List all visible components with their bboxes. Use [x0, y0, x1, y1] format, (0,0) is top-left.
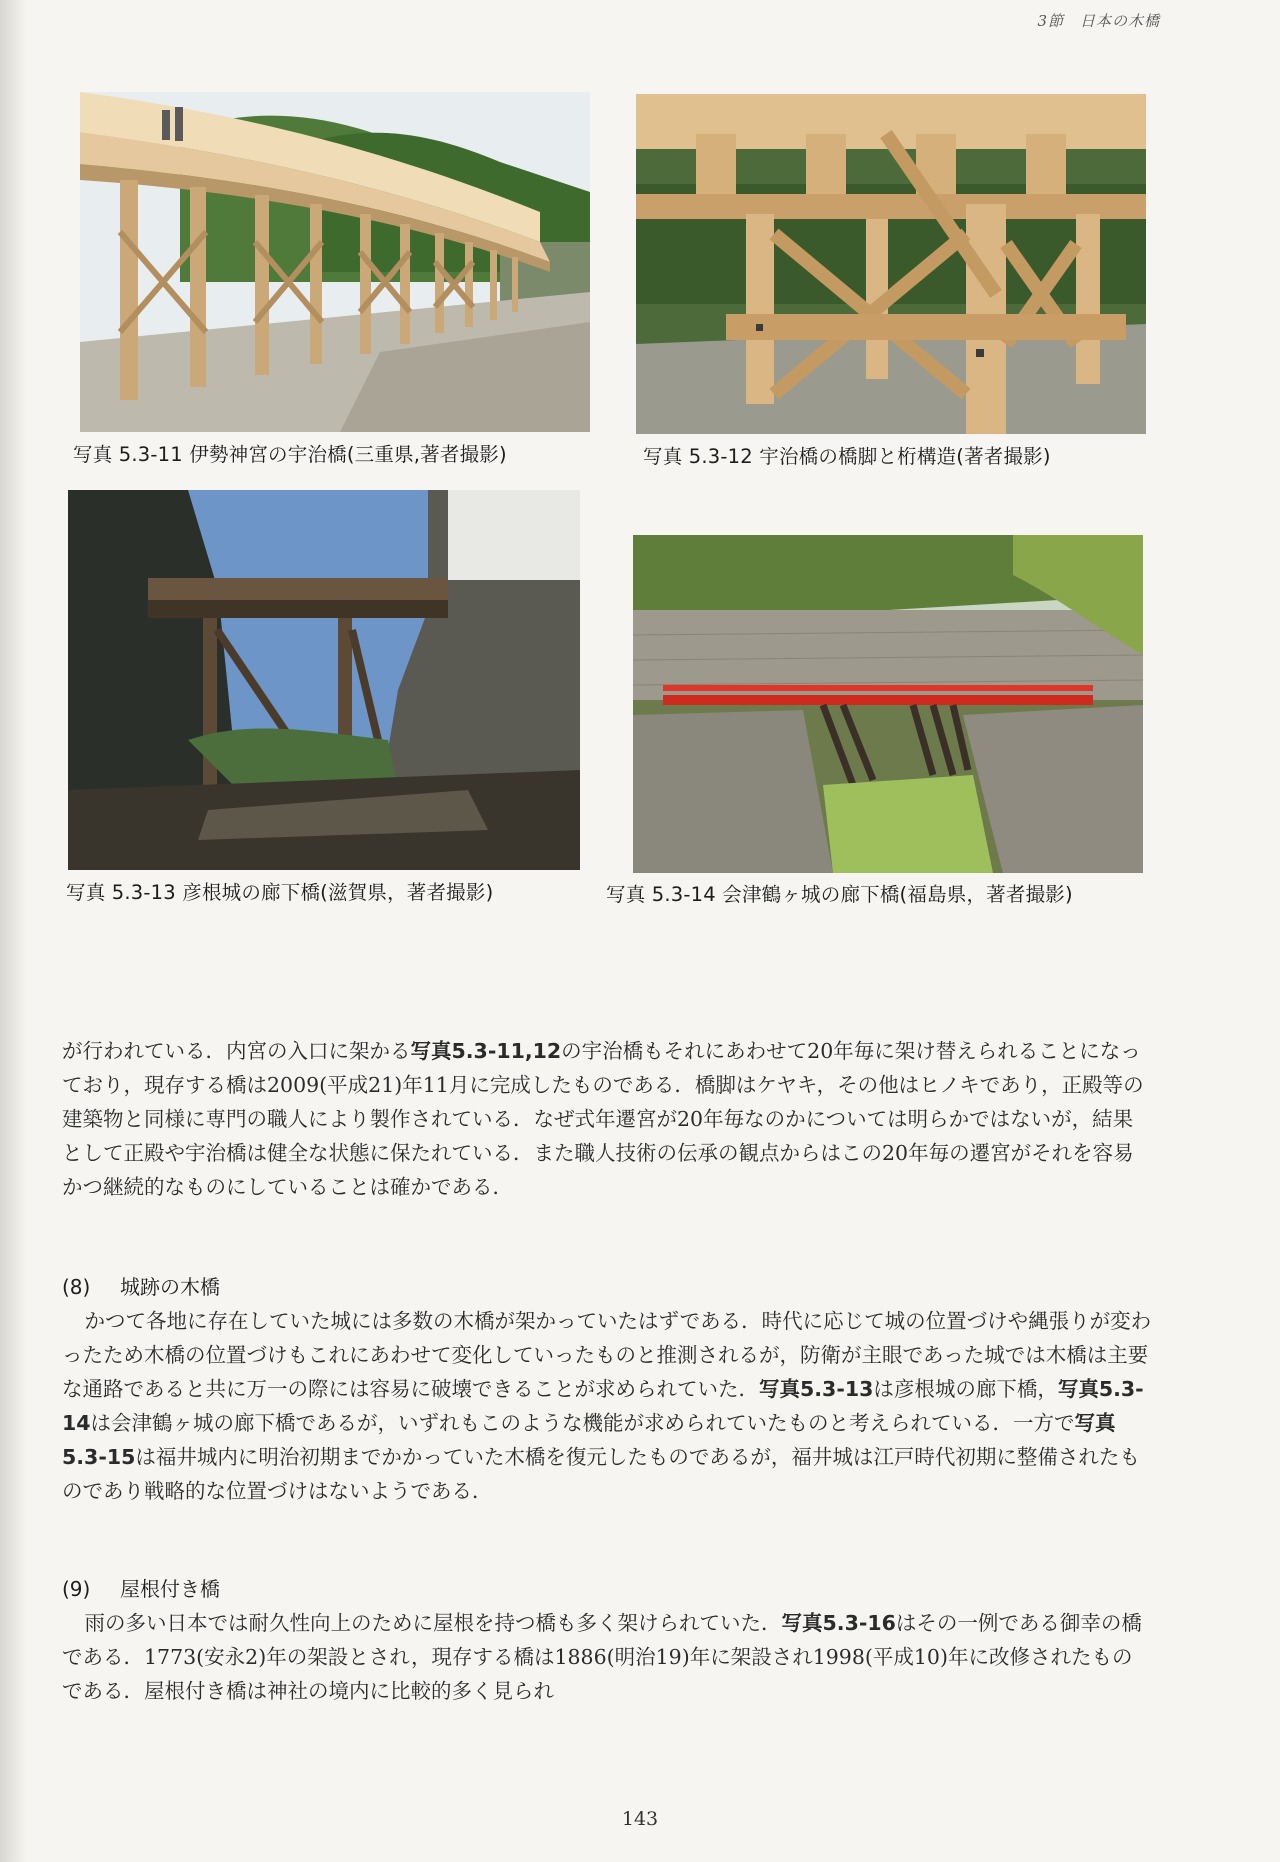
photo-reference: 写真5.3-15	[62, 1411, 1116, 1469]
text-run: が行われている．内宮の入口に架かる	[62, 1039, 411, 1063]
body-paragraph	[62, 1034, 1152, 1204]
section-number: (8)	[62, 1275, 91, 1299]
text-run: はその一例である御幸の橋である．1773(安永2)年の架設とされ，現存する橋は1886(明治19)年に架設され1998(平成10)年に改修されたものである．屋根付き橋は神社の境内に比較的多く見られ	[62, 1611, 1142, 1703]
text-run: は福井城内に明治初期までかかっていた木橋を復元したものであるが，福井城は江戸時代初期に整備されたものであり戦略的な位置づけはないようである．	[62, 1445, 1140, 1503]
section-title: 屋根付き橋	[120, 1577, 220, 1601]
photo-caption: 写真 5.3-12 宇治橋の橋脚と桁構造(著者撮影)	[643, 445, 1051, 468]
body-paragraph	[62, 1606, 1152, 1708]
photo-uji-bridge	[80, 92, 590, 432]
body-paragraph	[62, 1304, 1152, 1508]
binding-shadow	[0, 0, 26, 1862]
photo-caption: 写真 5.3-14 会津鶴ヶ城の廊下橋(福島県，著者撮影)	[606, 883, 1073, 906]
photo-aizu-bridge	[633, 535, 1143, 873]
photo-uji-bridge-structure	[636, 94, 1146, 434]
photo-hikone-bridge	[68, 490, 580, 870]
photo-caption: 写真 5.3-13 彦根城の廊下橋(滋賀県，著者撮影)	[66, 881, 494, 904]
running-header: 3節 日本の木橋	[1037, 12, 1160, 30]
photo-reference: 写真5.3-16	[781, 1611, 896, 1635]
text-run: は彦根城の廊下橋，	[873, 1377, 1058, 1401]
photo-caption: 写真 5.3-11 伊勢神宮の宇治橋(三重県,著者撮影)	[73, 443, 507, 466]
section-heading	[62, 1271, 220, 1300]
section-title: 城跡の木橋	[120, 1275, 220, 1299]
text-run: 雨の多い日本では耐久性向上のために屋根を持つ橋も多く架けられていた．	[84, 1611, 782, 1635]
text-run: かつて各地に存在していた城には多数の木橋が架かっていたはずである．時代に応じて城の位置づけや縄張りが変わったため木橋の位置づけもこれにあわせて変化していったものと推測されるが，防衛が主眼であった城では木橋は主要な通路であると共に万一の際には容易に破壊できることが求められていた．	[62, 1309, 1152, 1401]
section-heading	[62, 1573, 220, 1602]
photo-reference: 写真5.3-14	[62, 1377, 1144, 1435]
photo-reference: 写真5.3-13	[759, 1377, 874, 1401]
section-number: (9)	[62, 1577, 91, 1601]
text-run: の宇治橋もそれにあわせて20年毎に架け替えられることになっており，現存する橋は2009(平成21)年11月に完成したものである．橋脚はケヤキ，その他はヒノキであり，正殿等の建築物と同様に専門の職人により製作されている．なぜ式年遷宮が20年毎なのかについては明らかではないが，結果として正殿や宇治橋は健全な状態に保たれている．また職人技術の伝承の観点からはこの20年毎の遷宮がそれを容易かつ継続的なものにしていることは確かである．	[62, 1039, 1144, 1199]
text-run: は会津鶴ヶ城の廊下橋であるが，いずれもこのような機能が求められていたものと考えられている．一方で	[90, 1411, 1075, 1435]
page-number: 143	[621, 1808, 659, 1830]
photo-reference: 写真5.3-11,12	[410, 1039, 562, 1063]
